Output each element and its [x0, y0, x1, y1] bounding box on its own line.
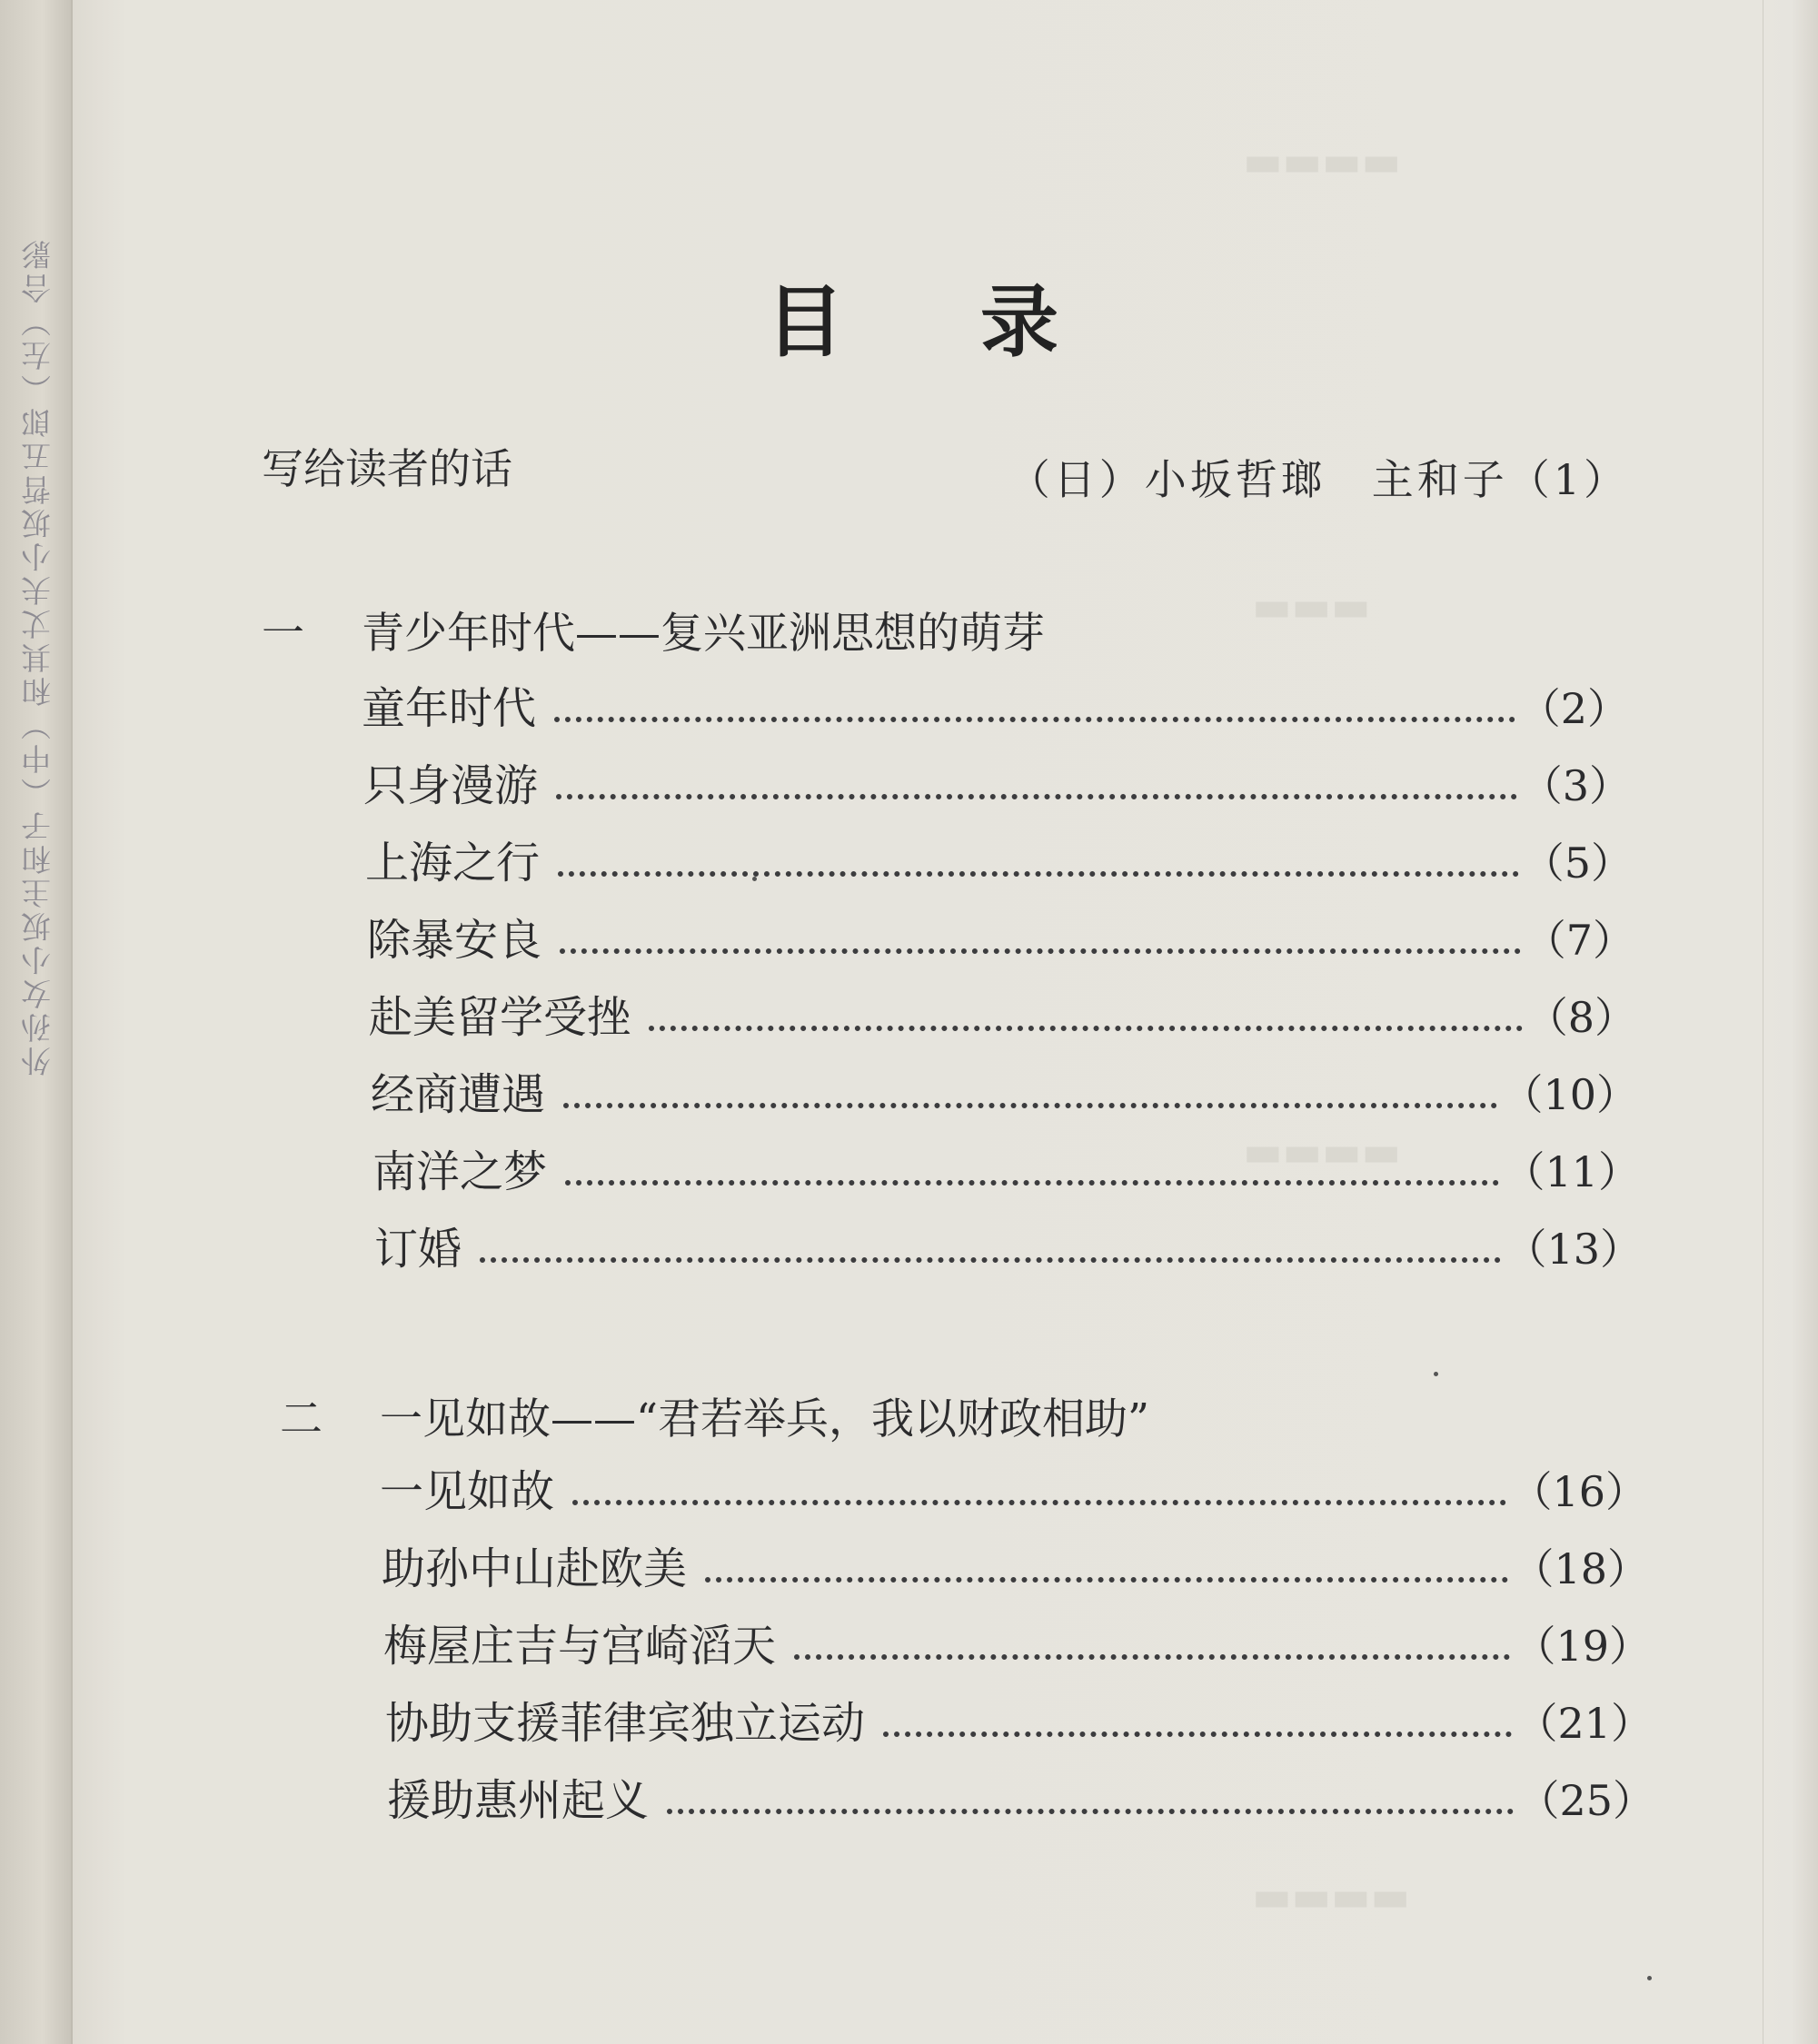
- toc-entry: [385, 1694, 1653, 1751]
- chapter-title: 一见如故——“君若举兵，我以财政相助”: [380, 1394, 1150, 1444]
- leader-dots: [649, 1026, 1523, 1031]
- bleed-through-mark: ▬▬▬: [1252, 581, 1371, 630]
- chapter-number: 一: [262, 609, 304, 659]
- entry-title: 只身漫游: [363, 760, 539, 811]
- leader-dots: [480, 1257, 1501, 1263]
- paper-speck: [1647, 1976, 1652, 1980]
- bleed-through-mark: ▬▬▬▬: [1252, 1871, 1410, 1920]
- previous-page-edge: [0, 0, 73, 2044]
- entry-title: 除暴安良: [367, 915, 542, 966]
- entry-page: （16）: [1510, 1467, 1647, 1516]
- leader-dots: [883, 1731, 1512, 1737]
- leader-dots: [558, 871, 1519, 877]
- toc-entry: [374, 1220, 1642, 1276]
- entry-page: （25）: [1517, 1776, 1654, 1825]
- paper-speck: [1434, 1372, 1438, 1376]
- toc-entry: [371, 1066, 1638, 1122]
- entry-title: 协助支援菲律宾独立运动: [385, 1698, 866, 1749]
- toc-entry: [387, 1771, 1654, 1828]
- photo-caption-edge: 外孙女小坂主和子（中）和其丈夫小坂哲五郎（左）合影: [20, 236, 55, 1077]
- chapter-title: 青少年时代——复兴亚洲思想的萌芽: [362, 609, 1045, 659]
- preface-label: 写给读者的话: [262, 444, 512, 493]
- entry-title: 上海之行: [365, 838, 541, 888]
- entry-title: 援助惠州起义: [387, 1775, 650, 1826]
- leader-dots: [794, 1654, 1510, 1660]
- chapter-heading: [280, 1385, 1149, 1446]
- entry-title: 梅屋庄吉与宫崎滔天: [383, 1621, 777, 1672]
- toc-entry: [369, 988, 1636, 1045]
- entry-title: 南洋之梦: [373, 1146, 548, 1197]
- entry-title: 助孙中山赴欧美: [382, 1543, 688, 1594]
- leader-dots: [705, 1577, 1508, 1583]
- entry-page: （18）: [1512, 1544, 1649, 1593]
- toc-entry: [365, 834, 1633, 890]
- entry-title: 订婚: [374, 1224, 462, 1275]
- entry-title: 一见如故: [380, 1466, 555, 1517]
- leader-dots: [565, 1180, 1499, 1186]
- leader-dots: [560, 948, 1521, 954]
- entry-page: （11）: [1503, 1147, 1640, 1196]
- entry-page: （8）: [1525, 993, 1636, 1042]
- entry-title: 赴美留学受挫: [369, 992, 631, 1043]
- contents-page: [71, 0, 1763, 2044]
- entry-page: （3）: [1520, 761, 1631, 810]
- toc-entry: [380, 1463, 1647, 1519]
- bleed-through-mark: ▬▬▬▬: [1243, 136, 1401, 185]
- toc-entry: [373, 1143, 1640, 1199]
- toc-entry: [383, 1617, 1651, 1673]
- right-page-edge: [1763, 0, 1818, 2044]
- entry-title: 童年时代: [362, 683, 537, 734]
- chapter-number: 二: [280, 1394, 323, 1444]
- leader-dots: [563, 1103, 1497, 1108]
- toc-entry: [367, 911, 1634, 967]
- entry-page: （13）: [1505, 1225, 1642, 1274]
- chapter-heading: [262, 600, 1045, 660]
- entry-page: （19）: [1514, 1622, 1651, 1671]
- leader-dots: [556, 794, 1517, 799]
- entry-page: （2）: [1518, 684, 1629, 733]
- entry-page: （10）: [1501, 1070, 1638, 1119]
- paper-speck: [752, 877, 757, 881]
- entry-page: （5）: [1522, 838, 1633, 888]
- toc-entry: [362, 680, 1629, 736]
- toc-entry: [363, 757, 1631, 813]
- entry-title: 经商遭遇: [371, 1069, 546, 1120]
- entry-page: （7）: [1524, 916, 1634, 965]
- page-title: 目录: [766, 276, 1195, 368]
- leader-dots: [667, 1809, 1514, 1814]
- entry-page: （21）: [1515, 1699, 1653, 1748]
- preface-author: （日）小坂哲瑯 主和子（1）: [1008, 455, 1629, 504]
- leader-dots: [554, 717, 1515, 722]
- leader-dots: [572, 1500, 1506, 1505]
- bleed-through-mark: ▬▬▬▬: [1243, 1126, 1401, 1176]
- toc-entry: [382, 1540, 1649, 1596]
